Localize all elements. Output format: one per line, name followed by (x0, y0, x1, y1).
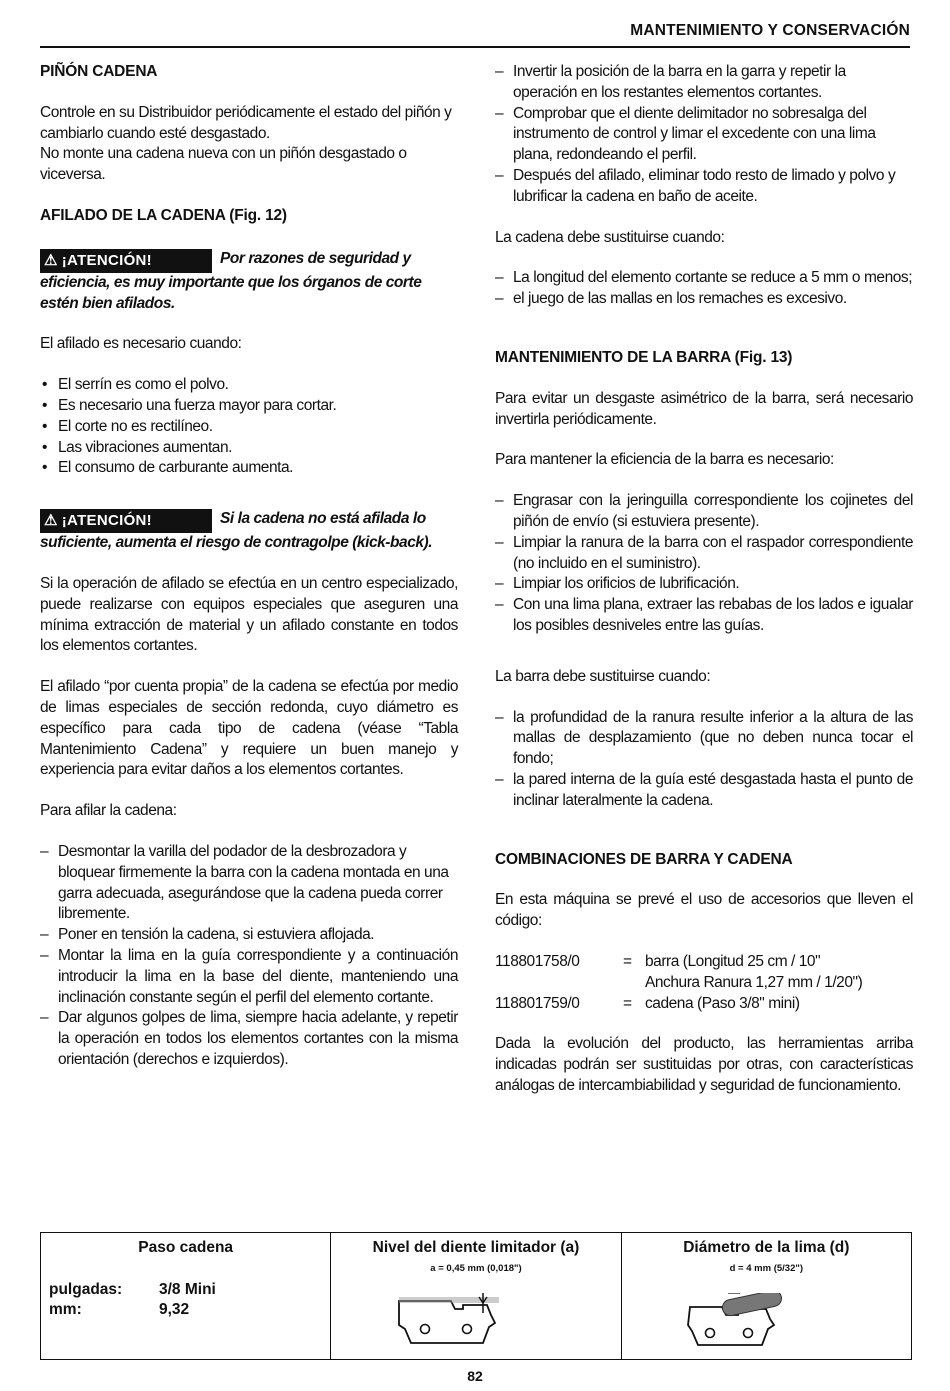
list-item: – Después del afilado, eliminar todo resto de limado y polvo y lubrificar la cadena en baño de aceite. (495, 166, 913, 208)
heading-afilado: AFILADO DE LA CADENA (Fig. 12) (40, 206, 287, 224)
list-item: – Limpiar la ranura de la barra con el raspador correspondiente (no incluido en el suministro). (495, 533, 913, 575)
table-cell-lima (622, 1233, 911, 1359)
paso-row (49, 1281, 216, 1299)
paragraph: El afilado es necesario cuando: (40, 335, 242, 353)
warning-badge (40, 249, 212, 273)
combo-desc: Anchura Ranura 1,27 mm / 1/20") (645, 973, 863, 991)
paragraph: La cadena debe sustituirse cuando: (495, 228, 725, 246)
list-item: – el juego de las mallas en los remaches es excesivo. (495, 289, 913, 310)
page-number: 82 (467, 1368, 483, 1384)
combo-desc: barra (Longitud 25 cm / 10" (645, 952, 821, 970)
warning-block (40, 249, 458, 315)
heading-barra: MANTENIMIENTO DE LA BARRA (Fig. 13) (495, 348, 793, 366)
list-item: – Desmontar la varilla del podador de la desbrozadora y bloquear firmemente la barra con la cadena montada en una garra adecuada, asegurándose que la cadena pueda correr libremente. (40, 842, 458, 925)
warning-label: ¡ATENCIÓN! (61, 251, 152, 269)
paragraph: Para evitar un desgaste asimétrico de la barra, será necesario invertirla periódicamente. (495, 389, 913, 428)
list-item: • El corte no es rectilíneo. (40, 417, 458, 438)
warning-text: Por razones de seguridad y eficiencia, es muy importante que los órganos de corte estén bien afilados. (40, 249, 422, 312)
dash-list (495, 62, 913, 208)
warning-text: Si la cadena no está afilada lo suficiente, aumenta el riesgo de contragolpe (kick-back). (40, 510, 433, 552)
list-item: – Engrasar con la jeringuilla correspondiente los cojinetes del piñón de envío (si estuviera presente). (495, 491, 913, 533)
list-item: – Poner en tensión la cadena, si estuviera aflojada. (40, 925, 458, 946)
paso-key: mm: (49, 1301, 82, 1318)
left-column (40, 62, 458, 1091)
paragraph: El afilado “por cuenta propia” de la cadena se efectúa por medio de limas especiales de sección redonda, cuyo diámetro es específico para cada tipo de cadena (véase “Tabla Mantenimiento Cadena” y requiere un buen manejo y experiencia para evitar daños a los elementos cortantes. (40, 678, 458, 779)
warning-triangle-icon: ⚠ (44, 512, 58, 530)
header-title: MANTENIMIENTO Y CONSERVACIÓN (630, 22, 910, 39)
warning-badge (40, 509, 212, 533)
paragraph: No monte una cadena nueva con un piñón desgastado o viceversa. (40, 145, 407, 184)
paso-key: pulgadas: (49, 1281, 123, 1298)
list-item: – Con una lima plana, extraer las rebabas de los lados e igualar los posibles desniveles entre las guías. (495, 595, 913, 637)
warning-triangle-icon: ⚠ (44, 251, 58, 269)
combo-eq: = (623, 952, 632, 970)
list-item: • El serrín es como el polvo. (40, 375, 458, 396)
bullet-list (40, 375, 458, 479)
dash-list (40, 842, 458, 1071)
list-item: – Invertir la posición de la barra en la garra y repetir la operación en los restantes elementos cortantes. (495, 62, 913, 104)
combination-list (495, 952, 913, 1014)
limitador-spec: a = 0,45 mm (0,018") (430, 1263, 522, 1274)
list-item: – la pared interna de la guía esté desgastada hasta el punto de inclinar lateralmente la cadena. (495, 770, 913, 812)
depth-gauge-diagram (391, 1293, 511, 1349)
combo-eq: = (623, 994, 632, 1012)
list-item: – Limpiar los orificios de lubrificación. (495, 574, 913, 595)
combo-eq (623, 973, 645, 994)
paragraph: Si la operación de afilado se efectúa en un centro especializado, puede realizarse con equipos especiales que aseguren una mínima extracción de material y un afilado constante en todos los elementos cortantes. (40, 574, 458, 655)
combo-code: 118801759/0 (495, 994, 580, 1012)
paso-value: 9,32 (159, 1301, 190, 1318)
paragraph: En esta máquina se prevé el uso de accesorios que lleven el código: (495, 891, 913, 930)
file-diameter-diagram (682, 1293, 802, 1349)
right-column (495, 62, 913, 1117)
dash-list (495, 268, 913, 310)
list-item: – Dar algunos golpes de lima, siempre hacia adelante, y repetir la operación en todos los elementos cortantes con la misma orientación (derechos e izquierdos). (40, 1008, 458, 1070)
warning-block (40, 509, 458, 554)
warning-label: ¡ATENCIÓN! (61, 512, 152, 530)
list-item: • El consumo de carburante aumenta. (40, 458, 458, 479)
list-item: • Es necesario una fuerza mayor para cortar. (40, 396, 458, 417)
paragraph: Para afilar la cadena: (40, 802, 177, 820)
table-header: Diámetro de la lima (d) (683, 1239, 850, 1256)
table-header: Nivel del diente limitador (a) (372, 1239, 580, 1256)
list-item: – la profundidad de la ranura resulte inferior a la altura de las mallas de desplazamiento (que no deben nunca tocar el fondo; (495, 708, 913, 770)
paso-row (49, 1301, 190, 1319)
paragraph: Para mantener la eficiencia de la barra es necesario: (495, 451, 834, 469)
table-header: Paso cadena (138, 1239, 234, 1256)
combo-code: 118801758/0 (495, 952, 580, 970)
combo-desc: cadena (Paso 3/8" mini) (645, 994, 800, 1012)
lima-spec: d = 4 mm (5/32") (729, 1263, 804, 1274)
table-cell-limitador (331, 1233, 621, 1359)
heading-combinaciones: COMBINACIONES DE BARRA Y CADENA (495, 850, 793, 868)
list-item: – Montar la lima en la guía correspondiente y a continuación introducir la lima en la base del diente, manteniendo una inclinación constante según el perfil del elemento cortante. (40, 946, 458, 1008)
heading-pinon: PIÑÓN CADENA (40, 63, 158, 80)
paragraph: Dada la evolución del producto, las herramientas arriba indicadas podrán ser sustituidas por otras, con características análogas de intercambiabilidad y seguridad de funcionamiento. (495, 1035, 913, 1094)
list-item: – La longitud del elemento cortante se reduce a 5 mm o menos; (495, 268, 913, 289)
table-cell-paso (41, 1233, 331, 1359)
paso-value: 3/8 Mini (159, 1281, 216, 1298)
combo-code (495, 973, 623, 994)
paragraph: Controle en su Distribuidor periódicamente el estado del piñón y cambiarlo cuando esté desgastado. (40, 103, 452, 142)
paragraph: La barra debe sustituirse cuando: (495, 667, 711, 685)
dash-list (495, 708, 913, 812)
page-header (40, 20, 910, 48)
list-item: • Las vibraciones aumentan. (40, 438, 458, 459)
list-item: – Comprobar que el diente delimitador no sobresalga del instrumento de control y limar el excedente con una lima plana, redondeando el perfil. (495, 104, 913, 166)
dash-list (495, 491, 913, 637)
chain-maintenance-table (40, 1232, 912, 1360)
